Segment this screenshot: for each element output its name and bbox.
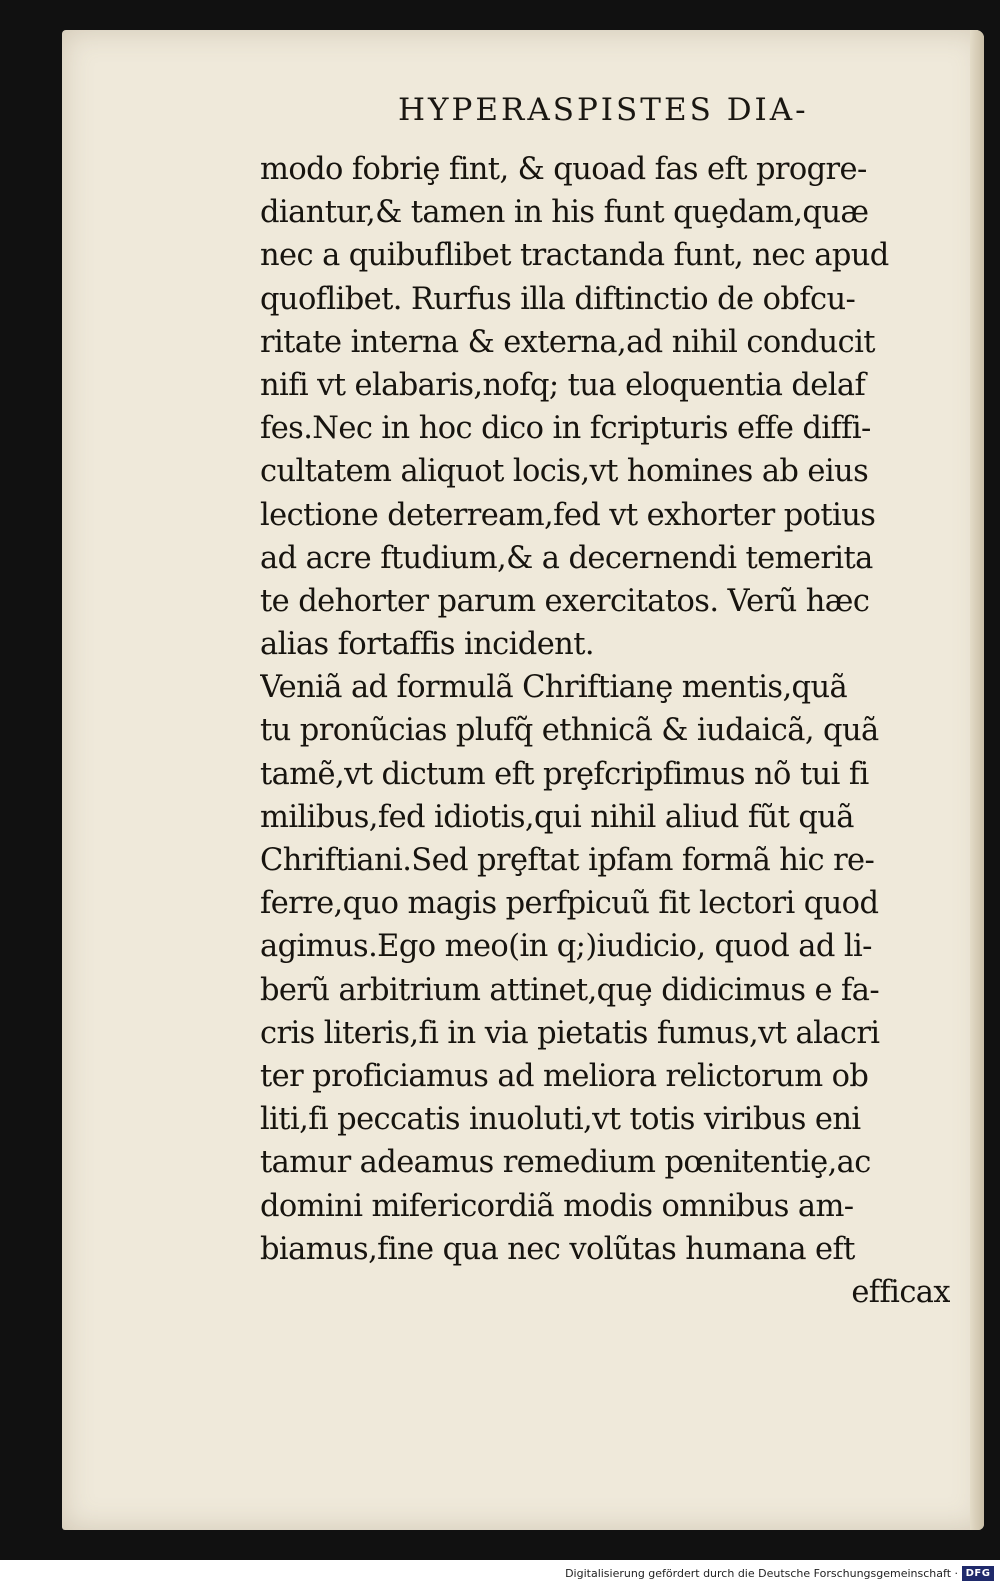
text-line: nifi vt elabaris,nofq; tua eloquentia delaf [260, 367, 866, 403]
text-line: berũ arbitrium attinet,quȩ didicimus e fa- [260, 972, 880, 1008]
text-line: cultatem aliquot locis,vt homines ab eius [260, 454, 869, 490]
text-line: quoflibet. Rurfus illa diftinctio de obfcu- [260, 281, 856, 317]
text-line: lectione deterream,fed vt exhorter potius [260, 497, 876, 533]
footer-credit: Digitalisierung gefördert durch die Deutsche Forschungsgemeinschaft · [565, 1567, 958, 1580]
page-edge [970, 30, 984, 1530]
text-line: agimus.Ego meo(in q;)iudicio, quod ad li- [260, 929, 872, 965]
book-page [62, 30, 984, 1530]
text-line: Chriftiani.Sed prȩftat ipfam formã hic re- [260, 843, 875, 878]
text-line: modo fobriȩ fint, & quoad fas eft progre- [260, 152, 867, 187]
text-line: nec a quibuflibet tractanda funt, nec apud [260, 238, 889, 274]
text-line: domini mifericordiã modis omnibus am- [260, 1188, 854, 1224]
text-line: liti,fi peccatis inuoluti,vt totis viribus eni [260, 1102, 861, 1138]
text-line: alias fortaffis incident. [260, 627, 594, 663]
text-line: ter proficiamus ad meliora relictorum ob [260, 1058, 869, 1094]
text-line: tamur adeamus remedium pœnitentiȩ,ac [260, 1145, 871, 1181]
text-line: biamus,fine qua nec volũtas humana eft [260, 1231, 855, 1267]
text-line: cris literis,fi in via pietatis fumus,vt alacri [260, 1015, 880, 1051]
text-line: milibus,fed idiotis,qui nihil aliud fũt quã [260, 799, 854, 835]
digitization-footer [0, 1560, 1000, 1590]
text-line: diantur,& tamen in his funt quȩdam,quæ [260, 195, 869, 231]
text-line: ritate interna & externa,ad nihil conducit [260, 324, 875, 360]
text-line: fes.Nec in hoc dico in fcripturis effe diffi- [260, 411, 871, 447]
text-line: tamẽ,vt dictum eft prȩfcripfimus nõ tui fi [260, 756, 869, 792]
text-line: Veniã ad formulã Chriftianȩ mentis,quã [260, 670, 848, 706]
dfg-logo-icon: DFG [962, 1566, 994, 1581]
text-line: ad acre ftudium,& a decernendi temerita [260, 540, 873, 576]
text-block [260, 148, 950, 1314]
text-line: tu pronũcias plufq̃ ethnicã & iudaicã, quã [260, 713, 879, 749]
text-line: ferre,quo magis perfpicuũ fit lectori quod [260, 886, 879, 922]
catchword: efficax [851, 1274, 950, 1310]
running-head: HYPERASPISTES DIA- [398, 92, 809, 128]
text-line: te dehorter parum exercitatos. Verũ hæc [260, 583, 870, 619]
